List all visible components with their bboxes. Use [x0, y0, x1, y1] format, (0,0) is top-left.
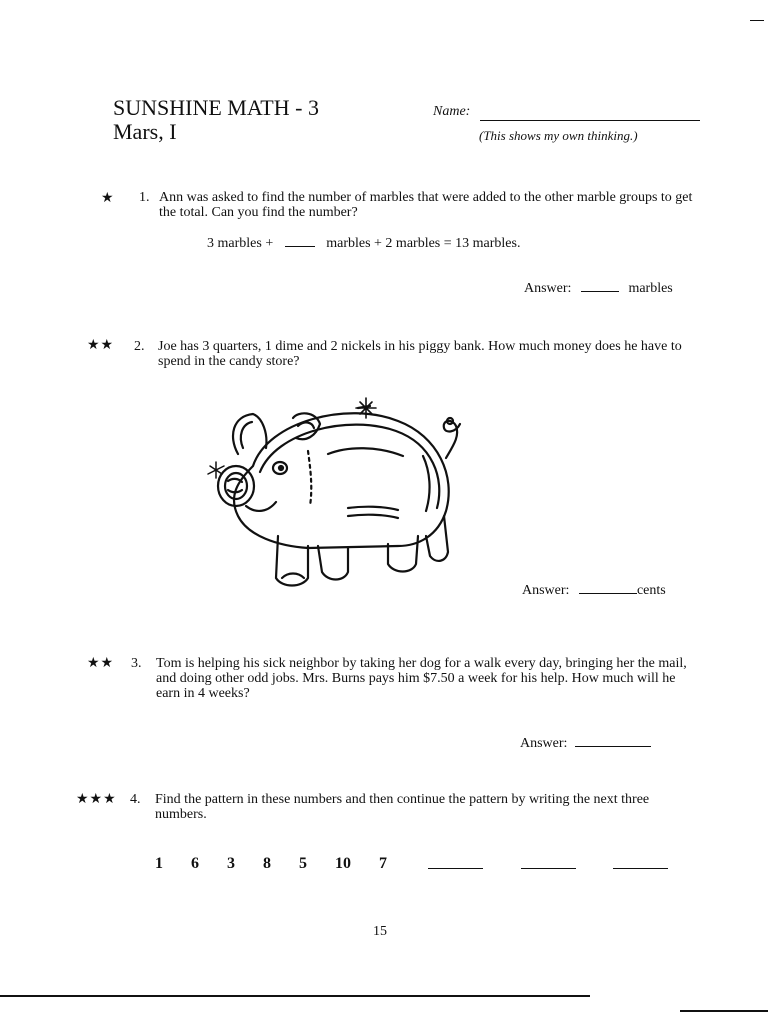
answer-row: [520, 734, 651, 752]
sequence-number: 8: [263, 855, 271, 872]
thinking-note: (This shows my own thinking.): [479, 128, 638, 143]
page-number: 15: [373, 924, 387, 939]
answer-blank[interactable]: [579, 581, 637, 594]
question-number: 4.: [130, 792, 141, 807]
question-number: 1.: [139, 190, 150, 205]
name-label: Name:: [433, 104, 471, 119]
question-number: 2.: [134, 339, 145, 354]
question-text: Tom is helping his sick neighbor by taking her dog for a walk every day, bringing her the mail, and doing other odd jobs. Mrs. Burns pays him $7.50 a week for his help. How much will he earn in 4 weeks?: [156, 656, 687, 701]
sequence-number: 5: [299, 855, 307, 872]
sequence-number: 1: [155, 855, 163, 872]
question-number: 3.: [131, 656, 142, 671]
equation: [207, 234, 520, 252]
equation-part-a: 3 marbles +: [207, 236, 274, 251]
question-text: Ann was asked to find the number of marbles that were added to the other marble groups to get the total. Can you find the number?: [159, 190, 693, 220]
sequence-number: 10: [335, 855, 351, 872]
sequence-number: 7: [379, 855, 387, 872]
difficulty-stars: ★: [101, 191, 115, 206]
answer-label: Answer:: [522, 583, 570, 598]
footer-rule: [0, 995, 590, 997]
sequence-number: 3: [227, 855, 235, 872]
sequence-number: 6: [191, 855, 199, 872]
answer-unit: cents: [636, 583, 666, 598]
answer-blank[interactable]: [575, 734, 651, 747]
question-text: Find the pattern in these numbers and then continue the pattern by writing the next three numbers.: [155, 792, 650, 822]
sequence-answer-blank-2[interactable]: [521, 868, 576, 869]
worksheet-subtitle: Mars, I: [113, 119, 177, 144]
footer-rule-right: [680, 1010, 768, 1012]
difficulty-stars: ★★: [87, 338, 115, 353]
answer-label: Answer:: [524, 281, 572, 296]
piggy-bank-illustration: [198, 396, 470, 596]
worksheet-title: SUNSHINE MATH - 3: [113, 95, 319, 120]
answer-blank[interactable]: [581, 279, 619, 292]
answer-label: Answer:: [520, 736, 568, 751]
answer-row: [524, 279, 673, 297]
corner-mark: [750, 20, 764, 21]
name-field[interactable]: [480, 104, 700, 121]
equation-part-b: marbles + 2 marbles = 13 marbles.: [326, 236, 521, 251]
difficulty-stars: ★★: [87, 656, 115, 671]
number-sequence: [155, 855, 415, 873]
answer-unit: marbles: [628, 281, 673, 296]
sequence-answer-blank-3[interactable]: [613, 868, 668, 869]
equation-blank[interactable]: [285, 234, 315, 247]
sequence-answer-blank-1[interactable]: [428, 868, 483, 869]
answer-row: [522, 581, 666, 599]
question-text: Joe has 3 quarters, 1 dime and 2 nickels in his piggy bank. How much money does he have to spend in the candy store?: [158, 339, 682, 369]
difficulty-stars: ★★★: [76, 792, 117, 807]
